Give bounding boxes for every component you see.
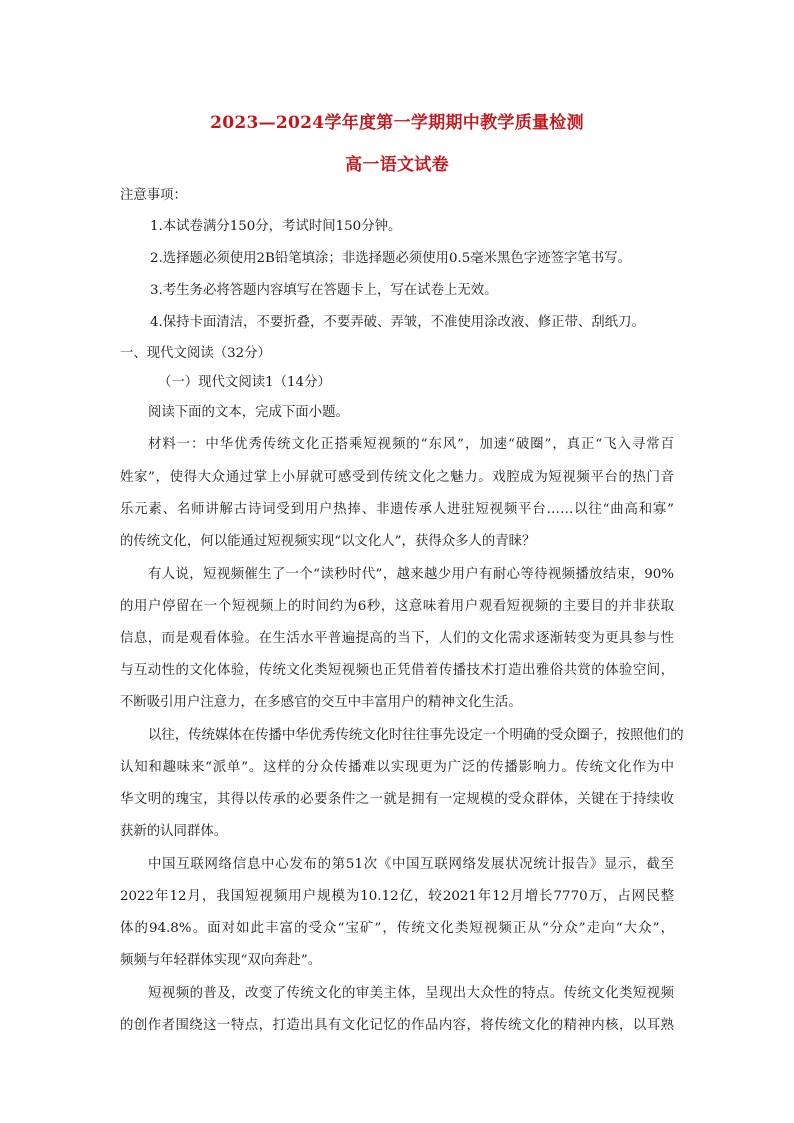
exam-title: 2023—2024学年度第一学期期中教学质量检测 — [210, 113, 584, 133]
passage-line: 信息，而是观看体验。在生活水平普遍提高的当下，人们的文化需求逐渐转变为更具参与性 — [120, 631, 674, 646]
passage-line: 不断吸引用户注意力，在多感官的交互中丰富用户的精神文化生活。 — [120, 695, 522, 710]
passage-line: 的传统文化，何以能通过短视频实现“以文化人”，获得众多人的青睐？ — [120, 534, 536, 549]
passage-line: 材料一：中华优秀传统文化正搭乘短视频的“东风”，加速“破圈”，真正“飞入寻常百 — [148, 437, 674, 452]
notice-item: 3.考生务必将答题内容填写在答题卡上，写在试卷上无效。 — [150, 283, 498, 298]
passage-line: 获新的认同群体。 — [120, 824, 228, 839]
passage-line: 乐元素、名师讲解古诗词受到用户热捧、非遗传承人进驻短视频平台……以往“曲高和寡” — [120, 502, 674, 517]
passage-line: 以往，传统媒体在传播中华优秀传统文化时往往事先设定一个明确的受众圈子，按照他们的 — [148, 728, 684, 743]
passage-line: 认知和趣味来“派单”。这样的分众传播难以实现更为广泛的传播影响力。传统文化作为中 — [120, 760, 674, 775]
section-heading: 一、现代文阅读（32分） — [120, 346, 271, 361]
passage-line: 频频与年轻群体实现“双向奔赴”。 — [120, 953, 322, 968]
notice-item: 1.本试卷满分150分，考试时间150分钟。 — [150, 219, 402, 234]
reading-instruction: 阅读下面的文本，完成下面小题。 — [148, 405, 349, 420]
passage-line: 的创作者围绕这一特点，打造出具有文化记忆的作品内容，将传统文化的精神内核，以耳熟 — [120, 1018, 674, 1033]
passage-line: 的用户停留在一个短视频上的时间约为6秒，这意味着用户观看短视频的主要目的并非获取 — [120, 599, 674, 614]
passage-line: 中国互联网络信息中心发布的第51次《中国互联网络发展状况统计报告》显示，截至 — [148, 857, 674, 872]
notice-item: 4.保持卡面清洁，不要折叠，不要弄破、弄皱，不准使用涂改液、修正带、刮纸刀。 — [150, 315, 645, 330]
notice-heading: 注意事项： — [120, 188, 187, 203]
passage-line: 体的94.8%。面对如此丰富的受众“宝矿”，传统文化类短视频正从“分众”走向“大众”， — [120, 921, 674, 936]
passage-line: 2022年12月，我国短视频用户规模为10.12亿，较2021年12月增长7770万，占网民整 — [120, 889, 674, 904]
passage-line: 姓家”，使得大众通过掌上小屏就可感受到传统文化之魅力。戏腔成为短视频平台的热门音 — [120, 470, 674, 485]
passage-line: 与互动性的文化体验，传统文化类短视频也正凭借着传播技术打造出雅俗共赏的体验空间， — [120, 663, 674, 678]
passage-line: 华文明的瑰宝，其得以传承的必要条件之一就是拥有一定规模的受众群体，关键在于持续收 — [120, 792, 674, 807]
passage-line: 短视频的普及，改变了传统文化的审美主体，呈现出大众性的特点。传统文化类短视频 — [148, 986, 674, 1001]
exam-subtitle: 高一语文试卷 — [345, 155, 449, 175]
passage-line: 有人说，短视频催生了一个“读秒时代”，越来越少用户有耐心等待视频播放结束，90% — [148, 567, 674, 582]
subsection-heading: （一）现代文阅读1（14分） — [158, 375, 331, 390]
notice-item: 2.选择题必须使用2B铅笔填涂；非选择题必须使用0.5毫米黑色字迹签字笔书写。 — [150, 251, 631, 266]
